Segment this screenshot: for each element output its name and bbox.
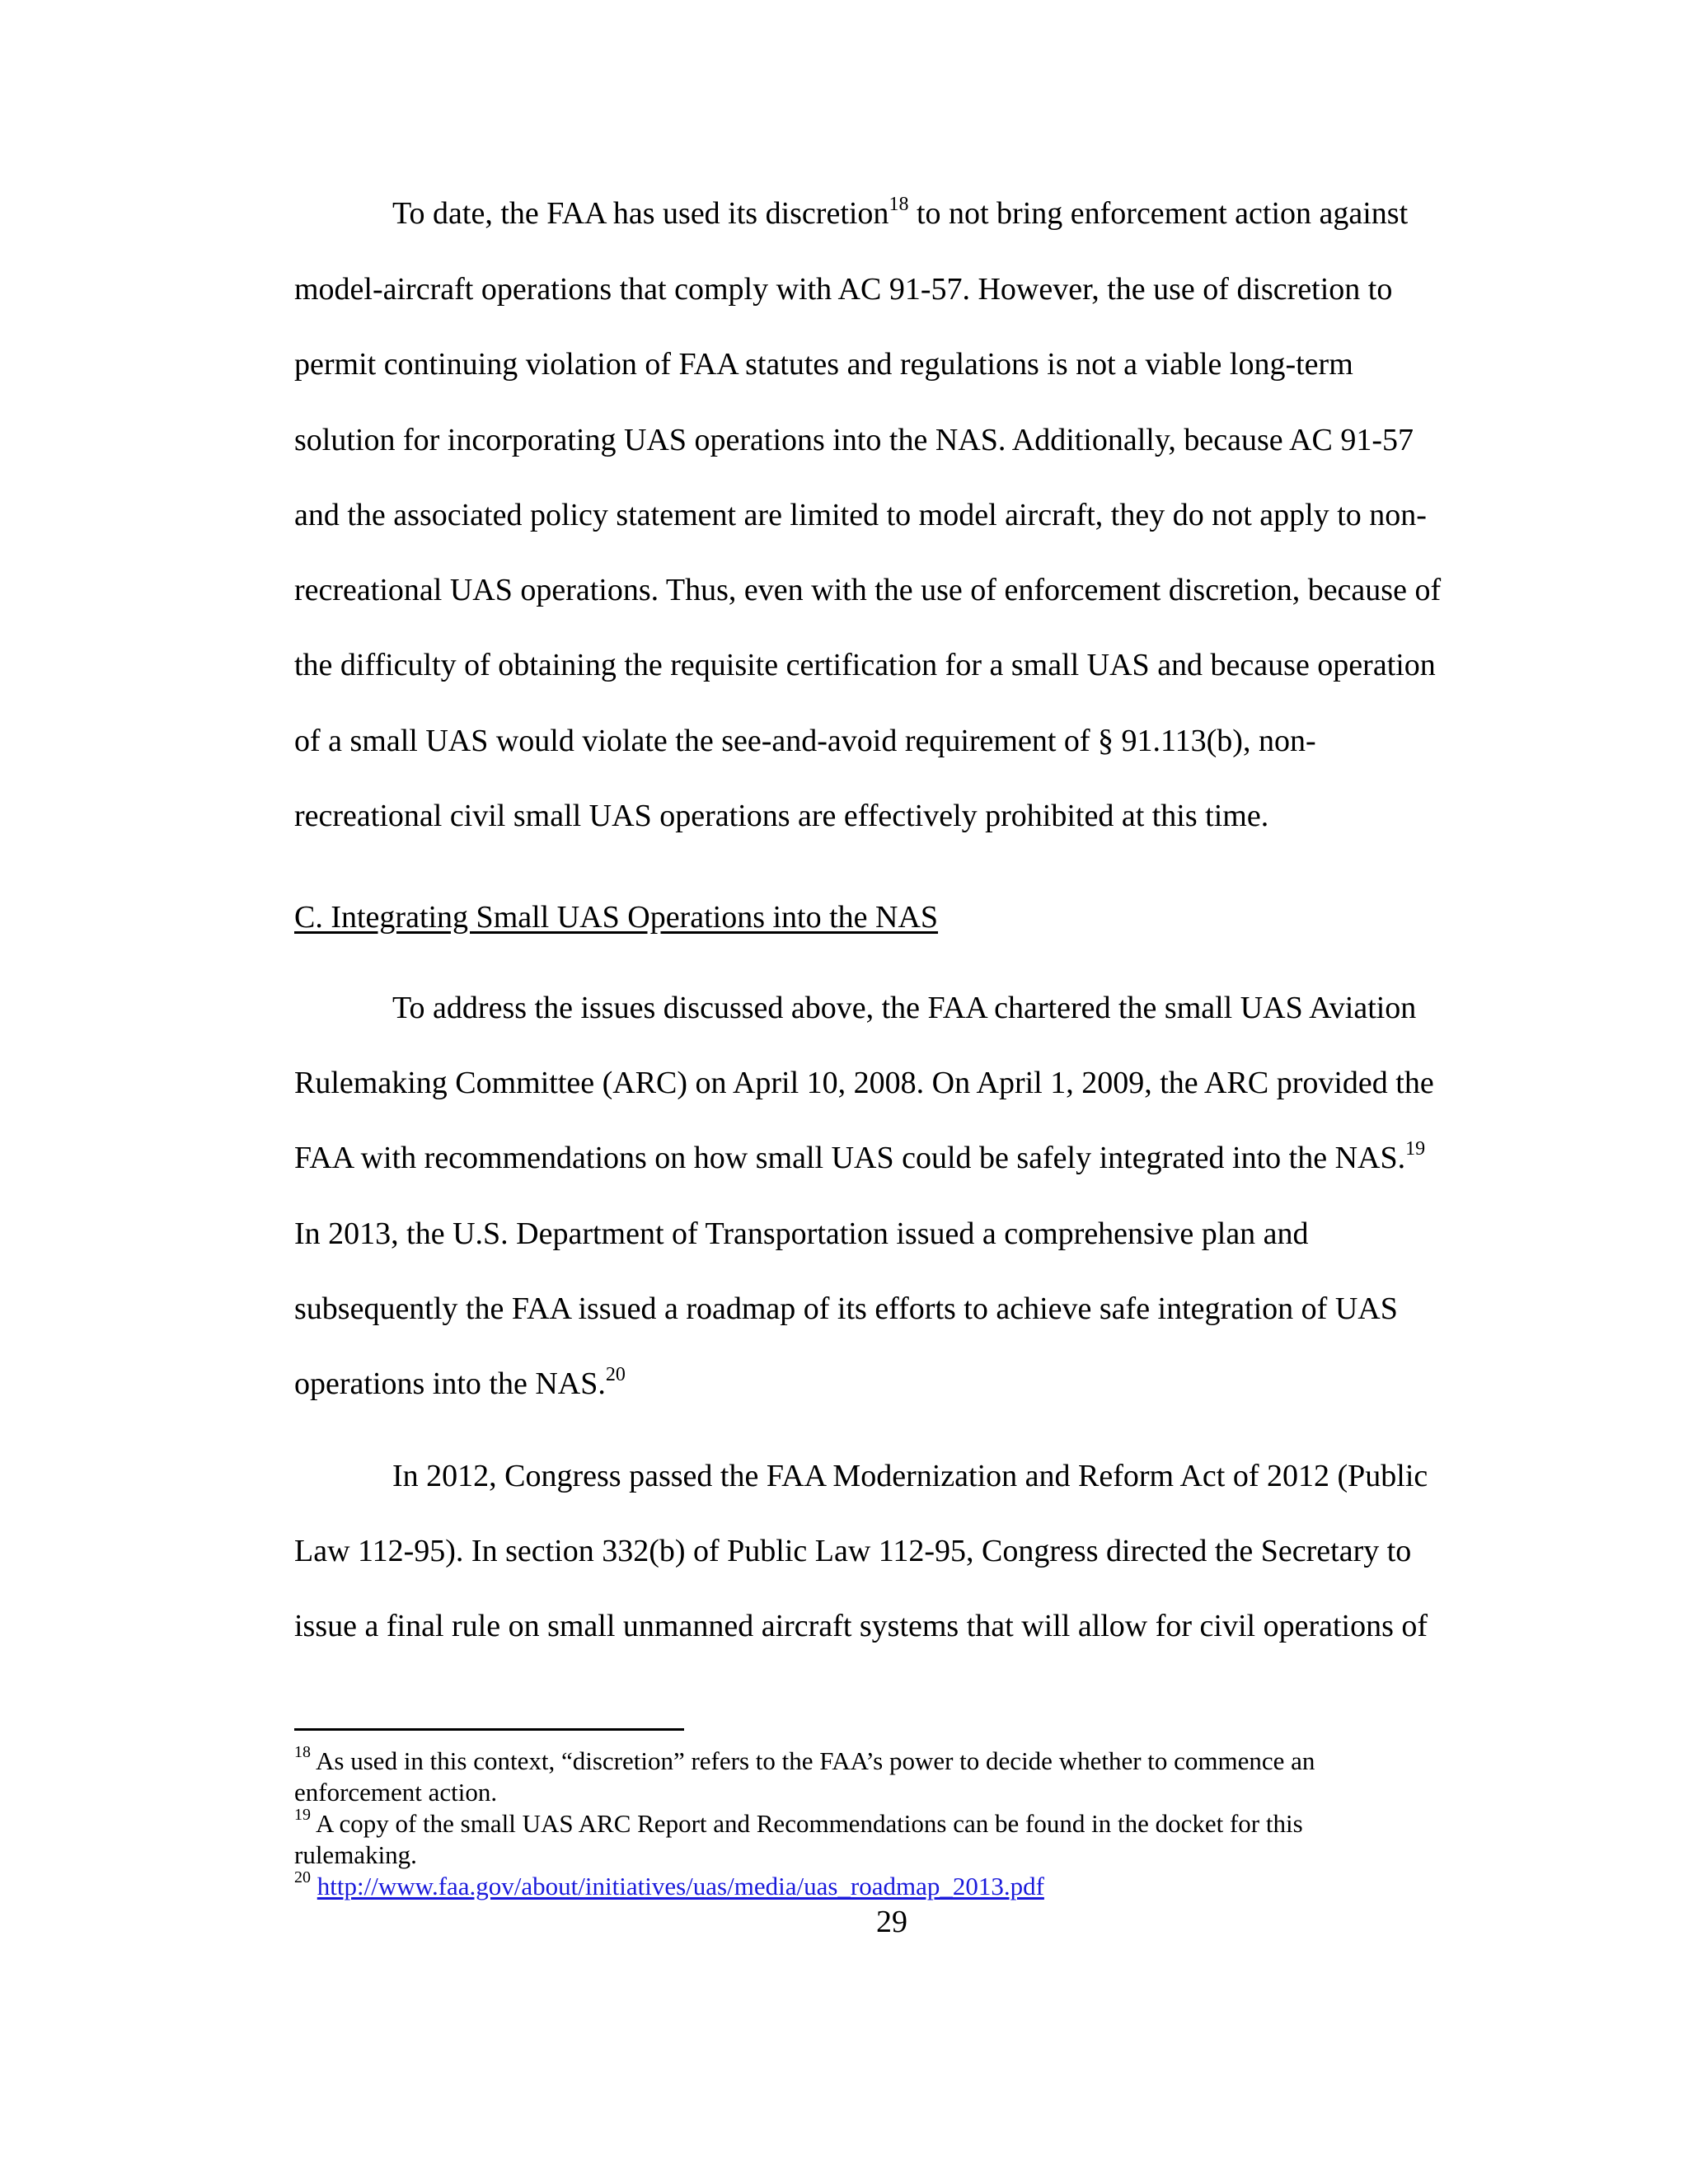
footnote-separator (294, 1728, 684, 1731)
paragraph-1-line-9: recreational civil small UAS operations are effectively prohibited at this time. (294, 799, 1269, 833)
footnote-18-line-1 (294, 1742, 1315, 1776)
paragraph-2-line-1: To address the issues discussed above, the FAA chartered the small UAS Aviation (392, 991, 1417, 1025)
footnote-ref-20[interactable]: 20 (605, 1364, 626, 1386)
section-heading: C. Integrating Small UAS Operations into the NAS (294, 900, 939, 935)
footnote-18-line-2: enforcement action. (294, 1778, 498, 1807)
body-text: operations into the NAS. (294, 1366, 606, 1401)
footnote-number-19: 19 (294, 1805, 311, 1824)
paragraph-1-line-7: the difficulty of obtaining the requisite certification for a small UAS and because operation (294, 648, 1436, 682)
body-text: to not bring enforcement action against (908, 196, 1409, 231)
paragraph-1-line-6: recreational UAS operations. Thus, even with the use of enforcement discretion, because of (294, 573, 1442, 607)
paragraph-3-line-3: issue a final rule on small unmanned aircraft systems that will allow for civil operations of (294, 1609, 1428, 1643)
footnote-ref-18[interactable]: 18 (889, 194, 909, 216)
footnote-number-20: 20 (294, 1868, 311, 1886)
footnote-19-line-1 (294, 1805, 1303, 1839)
footnote-number-18: 18 (294, 1742, 311, 1761)
paragraph-3-line-1: In 2012, Congress passed the FAA Modernization and Reform Act of 2012 (Public (392, 1459, 1428, 1493)
footnote-19-line-2: rulemaking. (294, 1840, 417, 1869)
body-text: FAA with recommendations on how small UAS could be safely integrated into the NAS. (294, 1141, 1406, 1175)
paragraph-2-line-6 (294, 1365, 626, 1403)
paragraph-1-line-2: model-aircraft operations that comply with AC 91-57. However, the use of discretion to (294, 272, 1393, 307)
paragraph-1-line-5: and the associated policy statement are limited to model aircraft, they do not apply to non- (294, 498, 1427, 532)
paragraph-2-line-4: In 2013, the U.S. Department of Transportation issued a comprehensive plan and (294, 1216, 1309, 1251)
paragraph-2-line-2: Rulemaking Committee (ARC) on April 10, 2008. On April 1, 2009, the ARC provided the (294, 1066, 1434, 1100)
paragraph-2-line-5: subsequently the FAA issued a roadmap of its efforts to achieve safe integration of UAS (294, 1291, 1398, 1326)
paragraph-1-line-4: solution for incorporating UAS operations into the NAS. Additionally, because AC 91-57 (294, 423, 1414, 457)
paragraph-2-line-3 (294, 1139, 1425, 1177)
footnote-text: As used in this context, “discretion” refers to the FAA’s power to decide whether to commence an (311, 1746, 1315, 1775)
paragraph-1-line-3: permit continuing violation of FAA statutes and regulations is not a viable long-term (294, 347, 1353, 382)
paragraph-3-line-2: Law 112-95). In section 332(b) of Public Law 112-95, Congress directed the Secretary to (294, 1534, 1412, 1568)
page-number: 29 (876, 1905, 907, 1939)
footnote-20 (294, 1868, 1044, 1901)
footnote-ref-19[interactable]: 19 (1405, 1138, 1426, 1160)
footnote-text: A copy of the small UAS ARC Report and Recommendations can be found in the docket for this (311, 1809, 1303, 1838)
body-text: To date, the FAA has used its discretion (392, 196, 889, 231)
paragraph-1-line-1 (392, 194, 1408, 232)
roadmap-link[interactable]: http://www.faa.gov/about/initiatives/uas/media/uas_roadmap_2013.pdf (316, 1872, 1044, 1900)
paragraph-1-line-8: of a small UAS would violate the see-and-avoid requirement of § 91.113(b), non- (294, 724, 1316, 758)
